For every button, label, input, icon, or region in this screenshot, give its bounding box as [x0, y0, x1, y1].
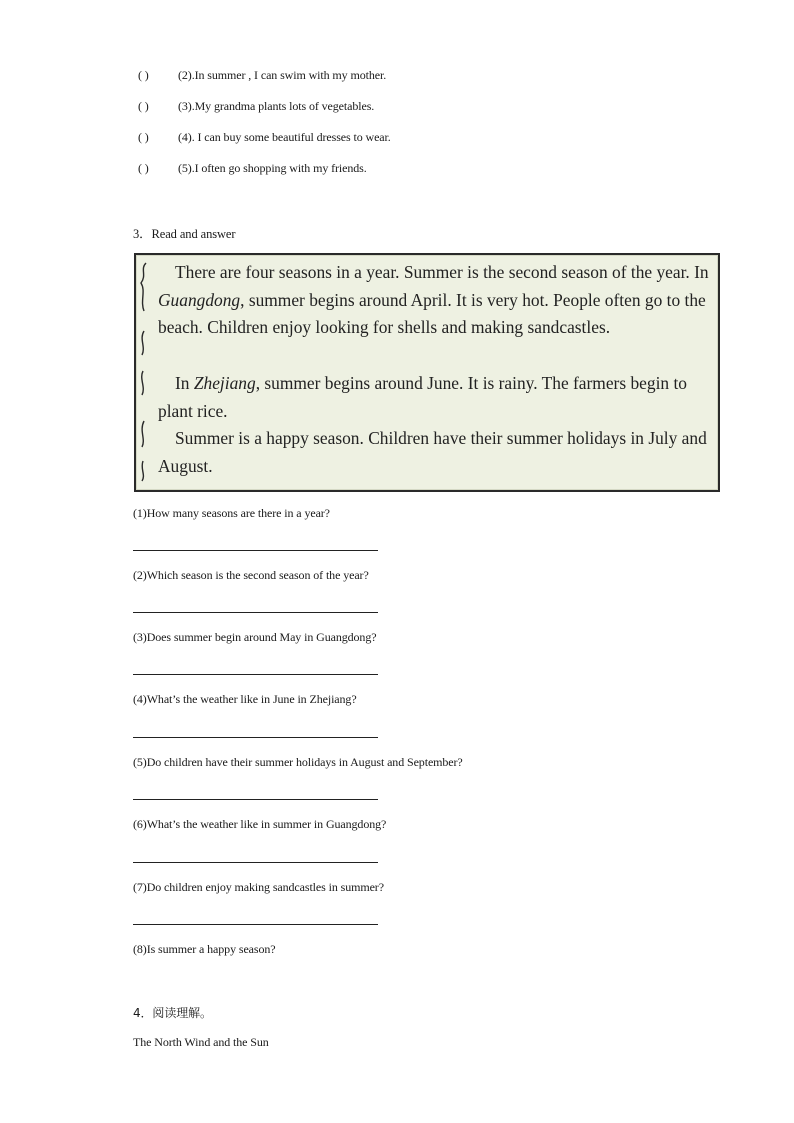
bracket-decoration: [138, 261, 148, 483]
answer-line-4[interactable]: [133, 737, 378, 738]
answer-line-5[interactable]: [133, 799, 378, 800]
answer-parentheses[interactable]: ( ): [138, 130, 149, 144]
question-2: (2)Which season is the second season of the year?: [133, 568, 369, 582]
reading-passage: [134, 253, 720, 492]
question-5: (5)Do children have their summer holidays in August and September?: [133, 755, 463, 769]
answer-parentheses[interactable]: ( ): [138, 99, 149, 113]
place-zhejiang: Zhejiang: [193, 373, 256, 393]
place-guangdong: Guangdong: [158, 289, 241, 310]
answer-parentheses[interactable]: ( ): [138, 68, 149, 82]
tf-item-4: [138, 130, 391, 145]
answer-line-6[interactable]: [133, 862, 378, 863]
passage-paragraph-3: Summer is a happy season. Children have their summer holidays in July and August.: [158, 428, 707, 476]
question-1: (1)How many seasons are there in a year?: [133, 506, 330, 520]
passage-title: The North Wind and the Sun: [133, 1035, 269, 1049]
section-4-heading: 4．阅读理解。: [133, 1006, 212, 1020]
tf-item-text: (2).In summer , I can swim with my mother.: [178, 68, 387, 82]
tf-item-3: [138, 99, 374, 114]
tf-item-2: [138, 68, 386, 83]
question-4: (4)What’s the weather like in June in Zhejiang?: [133, 692, 357, 706]
question-3: (3)Does summer begin around May in Guangdong?: [133, 630, 377, 644]
answer-line-2[interactable]: [133, 612, 378, 613]
tf-item-text: (4). I can buy some beautiful dresses to wear.: [178, 130, 391, 144]
section-3-heading: 3．Read and answer: [133, 227, 236, 241]
question-7: (7)Do children enjoy making sandcastles in summer?: [133, 880, 384, 894]
answer-parentheses[interactable]: ( ): [138, 161, 149, 175]
answer-line-1[interactable]: [133, 550, 378, 551]
tf-item-text: (5).I often go shopping with my friends.: [178, 161, 367, 175]
tf-item-5: [138, 161, 367, 176]
tf-item-text: (3).My grandma plants lots of vegetables.: [178, 99, 375, 113]
question-8: (8)Is summer a happy season?: [133, 942, 276, 956]
passage-paragraph-1: There are four seasons in a year. Summer is the second season of the year. In Guangdong, summer begins around April. It is very hot. People often go to the beach. Children enjoy looking for shells and making sandcastles.: [158, 262, 709, 337]
passage-paragraph-2: In Zhejiang, summer begins around June. It is rainy. The farmers begin to plant rice.: [158, 373, 687, 421]
answer-line-3[interactable]: [133, 674, 378, 675]
question-6: (6)What’s the weather like in summer in Guangdong?: [133, 817, 387, 831]
answer-line-7[interactable]: [133, 924, 378, 925]
